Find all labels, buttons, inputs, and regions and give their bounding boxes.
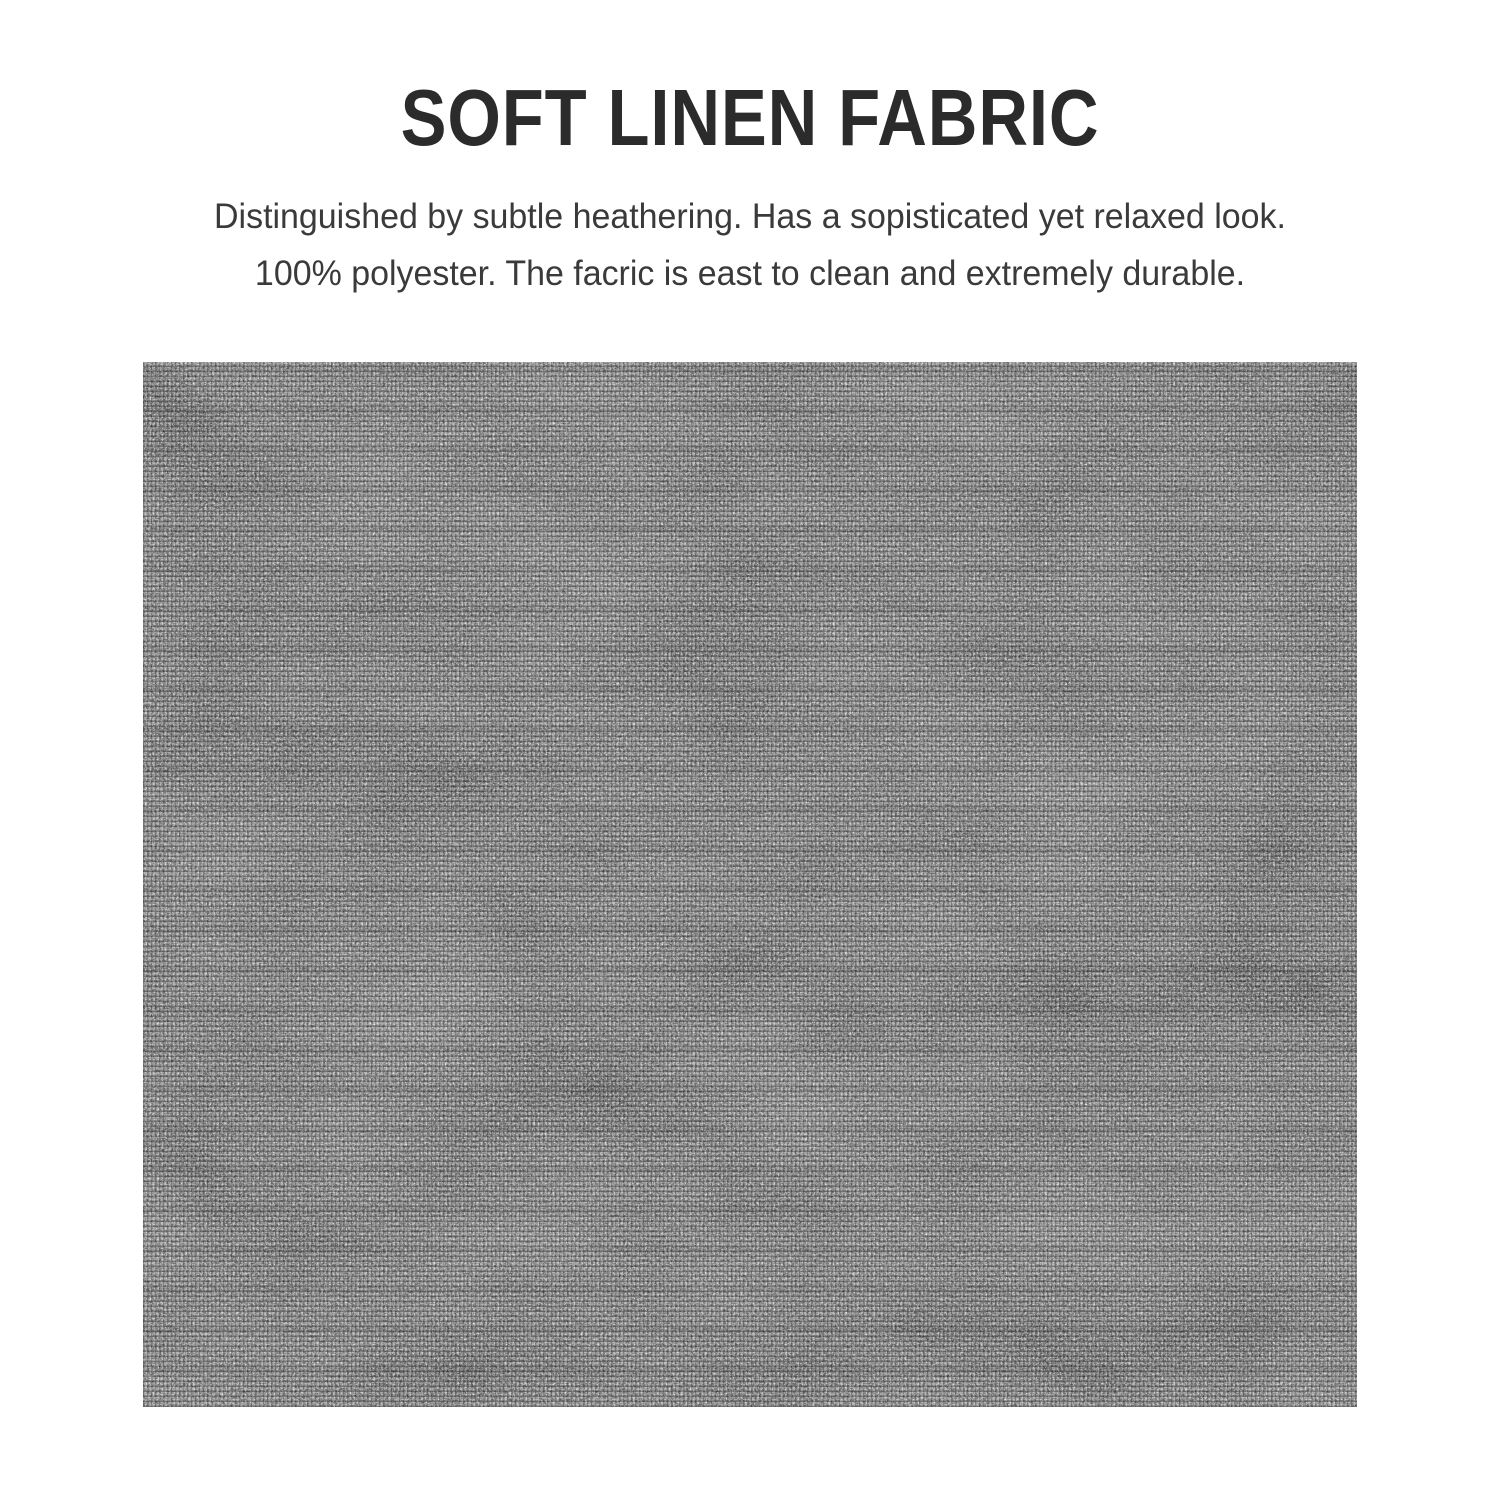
fabric-noise-texture [143, 362, 1357, 1407]
description [23, 188, 1478, 302]
description-line-1: Distinguished by subtle heathering. Has a sopisticated yet relaxed look. [214, 197, 1286, 236]
page-title: SOFT LINEN FABRIC [400, 73, 1100, 162]
fabric-texture-photo [143, 362, 1357, 1407]
description-line-2: 100% polyester. The facric is east to clean and extremely durable. [254, 254, 1246, 293]
